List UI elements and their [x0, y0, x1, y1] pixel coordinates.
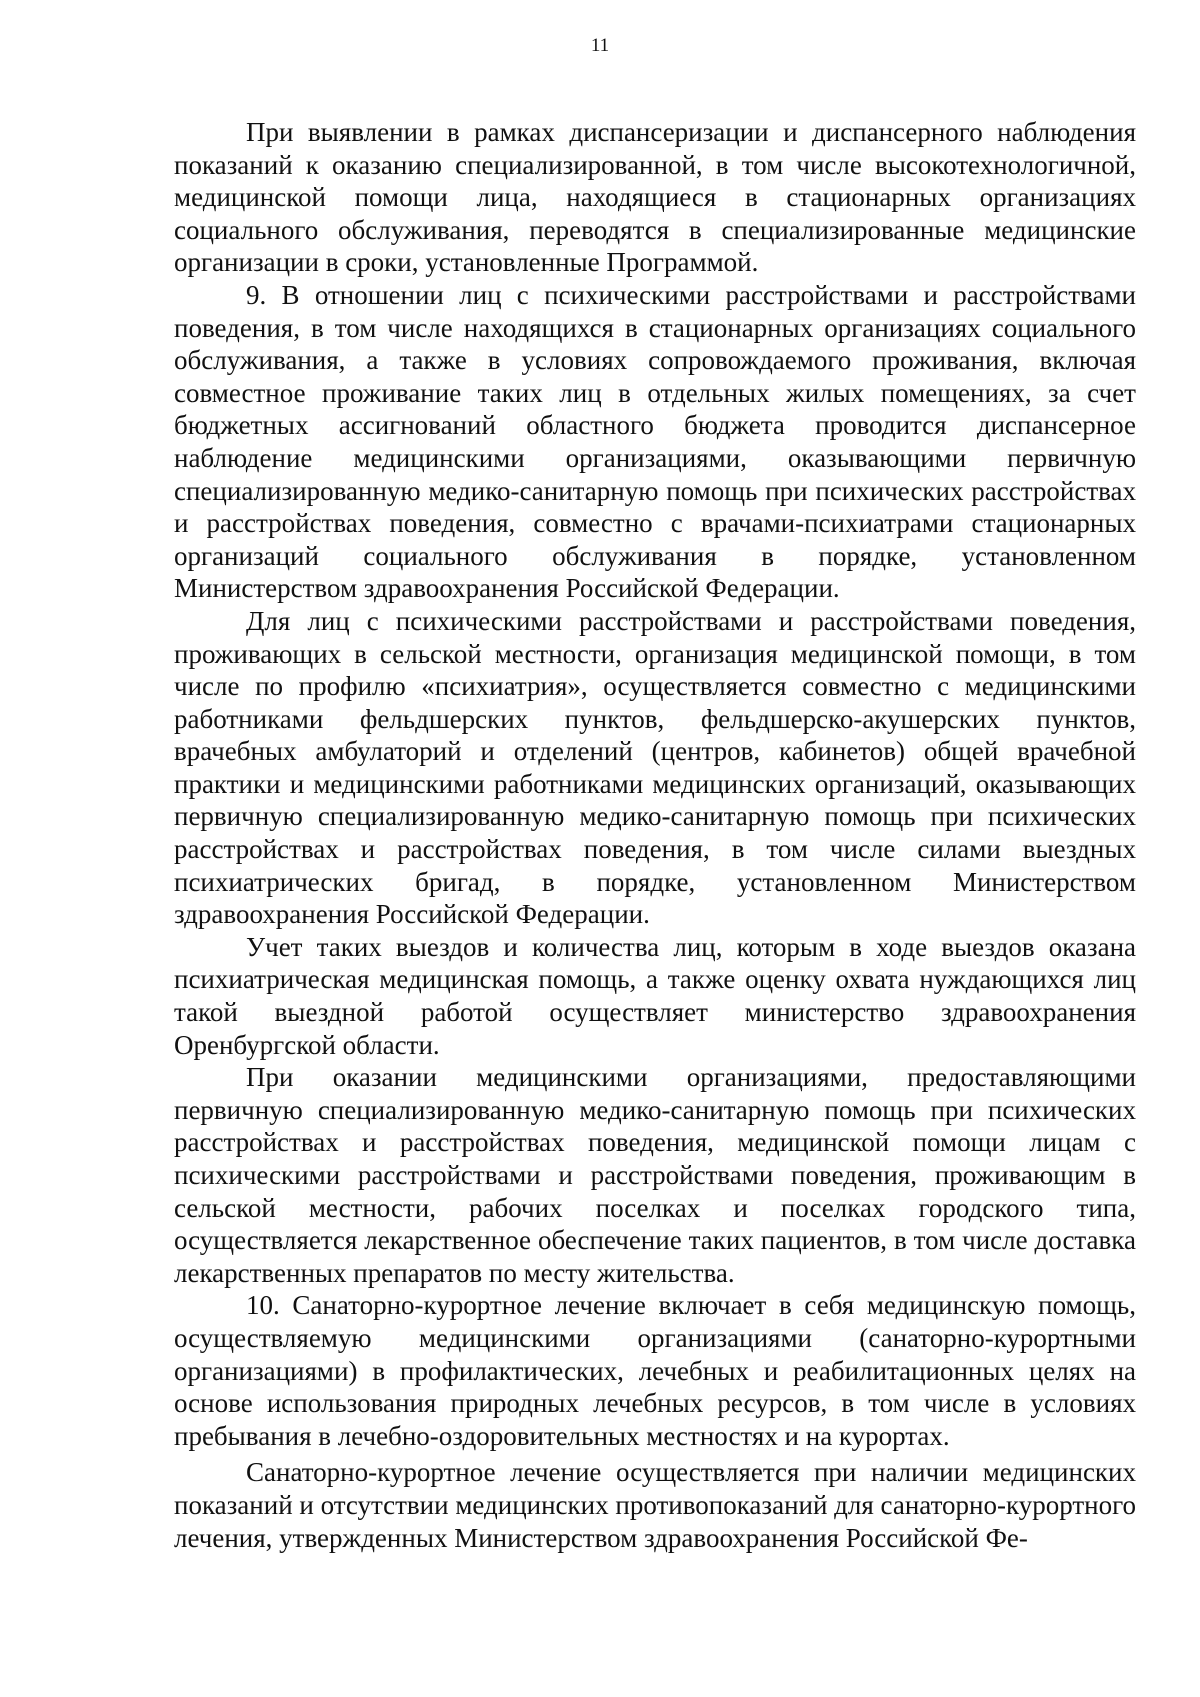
paragraph-10-sanatorium-treatment: 10. Санаторно-курортное лечение включает в себя медицинскую помощь, осуществляемую медицинскими организациями (санаторно-курортными организациями) в профилактических, лечебных и реабилитационных целях на основе использования природных лечебных ресурсов, в том числе в условиях пребывания в лечебно-оздоровительных местностях и на курортах.: [174, 1290, 1136, 1451]
paragraph-9-mental-disorders-observation: 9. В отношении лиц с психическими расстройствами и расстройствами поведения, в том числе находящихся в стационарных организациях социального обслуживания, а также в условиях сопровождаемого проживания, включая совместное проживание таких лиц в отдельных жилых помещениях, за счет бюджетных ассигнований областного бюджета проводится диспансерное наблюдение медицинскими организациями, оказывающими первичную специализированную медико-санитарную помощь при психических расстройствах и расстройствах поведения, совместно с врачами-психиатрами стационарных организаций социального обслуживания в порядке, установленном Министерством здравоохранения Российской Федерации.: [174, 279, 1136, 604]
paragraph-rural-psychiatric-care: Для лиц с психическими расстройствами и расстройствами поведения, проживающих в сельской местности, организация медицинской помощи, в том числе по профилю «психиатрия», осуществляется совместно с медицинскими работниками фельдшерских пунктов, фельдшерско-акушерских пунктов, врачебных амбулаторий и отделений (центров, кабинетов) общей врачебной практики и медицинскими работниками медицинских организаций, оказывающих первичную специализированную медико-санитарную помощь при психических расстройствах и расстройствах поведения, в том числе силами выездных психиатрических бригад, в порядке, установленном Министерством здравоохранения Российской Федерации.: [174, 605, 1136, 930]
paragraph-referral-specialized-care: При выявлении в рамках диспансеризации и диспансерного наблюдения показаний к оказанию специализированной, в том числе высокотехнологичной, медицинской помощи лица, находящиеся в стационарных организациях социального обслуживания, переводятся в специализированные медицинские организации в сроки, установленные Программой.: [174, 117, 1136, 278]
paragraph-outreach-accounting: Учет таких выездов и количества лиц, которым в ходе выездов оказана психиатрическая медицинская помощь, а также оценку охвата нуждающихся лиц такой выездной работой осуществляет министерство здравоохранения Оренбургской области.: [174, 931, 1136, 1060]
document-body: [174, 116, 1136, 1554]
paragraph-sanatorium-indications: Санаторно-курортное лечение осуществляется при наличии медицинских показаний и отсутствии медицинских противопоказаний для санаторно-курортного лечения, утвержденных Министерством здравоохранения Российской Фе-: [174, 1457, 1136, 1553]
page-number: 11: [590, 35, 610, 56]
paragraph-drug-supply: При оказании медицинскими организациями, предоставляющими первичную специализированную медико-санитарную помощь при психических расстройствах и расстройствах поведения, медицинской помощи лицам с психическими расстройствами и расстройствами поведения, проживающим в сельской местности, рабочих поселках и поселках городского типа, осуществляется лекарственное обеспечение таких пациентов, в том числе доставка лекарственных препаратов по месту жительства.: [174, 1062, 1136, 1288]
